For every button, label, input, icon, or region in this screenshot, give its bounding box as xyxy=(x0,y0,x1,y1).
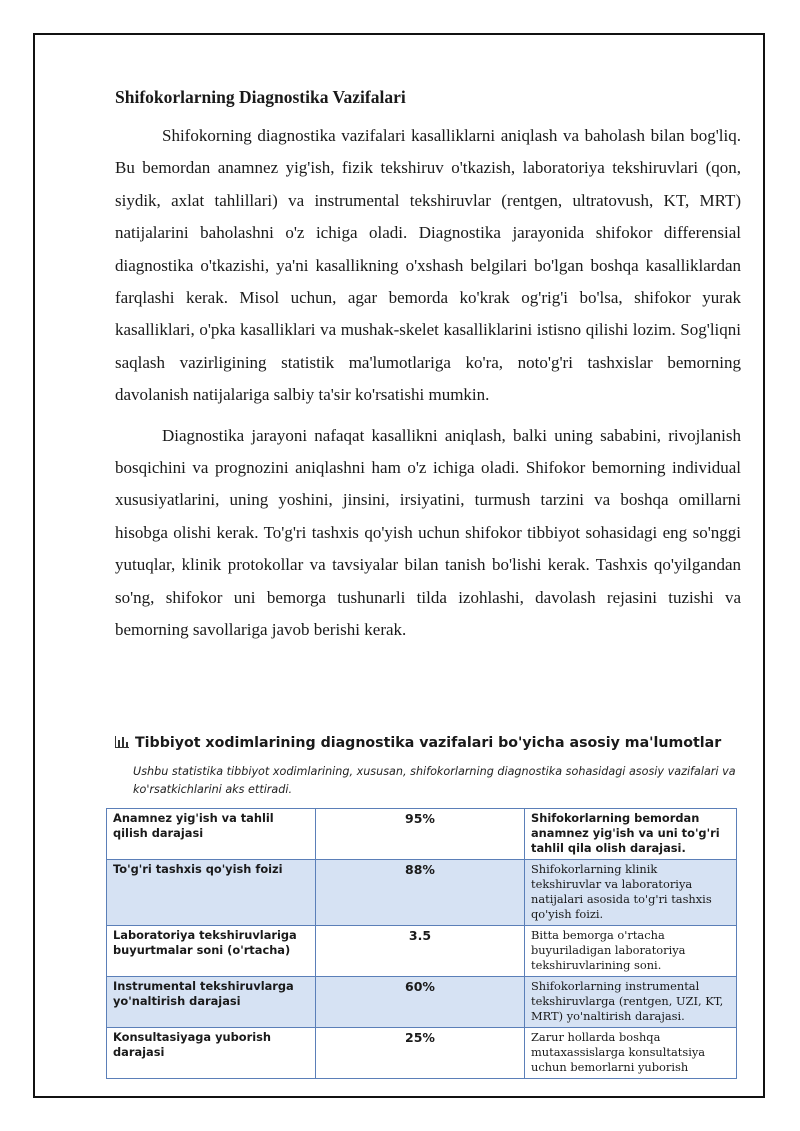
row-label: To'g'ri tashxis qo'yish foizi xyxy=(107,860,316,926)
row-description: Shifokorlarning bemordan anamnez yig'ish va uni to'g'ri tahlil qila olish darajasi. xyxy=(525,809,737,860)
table-row xyxy=(107,926,737,977)
stats-table xyxy=(106,808,737,1079)
table-row xyxy=(107,1028,737,1079)
row-description: Shifokorlarning klinik tekshiruvlar va laboratoriya natijalari asosida to'g'ri tashxis qo'yish foizi. xyxy=(525,860,737,926)
table-note: Ushbu statistika tibbiyot xodimlarining, xususan, shifokorlarning diagnostika sohasidagi asosiy vazifalari va ko'rsatkichlarini aks ettiradi. xyxy=(133,765,736,796)
row-value: 3.5 xyxy=(316,926,525,977)
row-value: 95% xyxy=(316,809,525,860)
bar-chart-icon xyxy=(115,736,129,748)
document-title: Shifokorlarning Diagnostika Vazifalari xyxy=(115,87,406,107)
row-label: Konsultasiyaga yuborish darajasi xyxy=(107,1028,316,1079)
row-label: Anamnez yig'ish va tahlil qilish darajasi xyxy=(107,809,316,860)
row-value: 25% xyxy=(316,1028,525,1079)
row-label: Instrumental tekshiruvlarga yo'naltirish darajasi xyxy=(107,977,316,1028)
table-heading-text: Tibbiyot xodimlarining diagnostika vazifalari bo'yicha asosiy ma'lumotlar xyxy=(135,735,722,751)
row-description: Shifokorlarning instrumental tekshiruvlarga (rentgen, UZI, KT, MRT) yo'naltirish darajasi. xyxy=(525,977,737,1028)
row-value: 60% xyxy=(316,977,525,1028)
row-description: Bitta bemorga o'rtacha buyuriladigan laboratoriya tekshiruvlarining soni. xyxy=(525,926,737,977)
table-row xyxy=(107,977,737,1028)
row-label: Laboratoriya tekshiruvlariga buyurtmalar soni (o'rtacha) xyxy=(107,926,316,977)
row-value: 88% xyxy=(316,860,525,926)
document-body xyxy=(115,84,741,655)
paragraph-1: Shifokorning diagnostika vazifalari kasalliklarni aniqlash va baholash bilan bog'liq. Bu bemordan anamnez yig'ish, fizik tekshiruv o'tkazish, laboratoriya tekshiruvlari (qon, siydik, axlat tahlillari) va instrumental tekshiruvlar (rentgen, ultratovush, KT, MRT) natijalarini baholashni o'z ichiga oladi. Diagnostika jarayonida shifokor differensial diagnostika o'tkazishi, ya'ni kasallikning o'xshash belgilari bo'lgan boshqa kasalliklardan farqlashi kerak. Misol uchun, agar bemorda ko'krak og'rig'i bo'lsa, shifokor yurak kasalliklari, o'pka kasalliklari va mushak-skelet kasalliklarini istisno qilishi lozim. Sog'liqni saqlash vazirligining statistik ma'lumotlariga ko'ra, noto'g'ri tashxislar bemorning davolanish natijalariga salbiy ta'sir ko'rsatishi mumkin. xyxy=(115,126,741,405)
table-row xyxy=(107,860,737,926)
table-row xyxy=(107,809,737,860)
table-heading xyxy=(115,735,755,751)
row-description: Zarur hollarda boshqa mutaxassislarga konsultatsiya uchun bemorlarni yuborish xyxy=(525,1028,737,1079)
paragraph-2: Diagnostika jarayoni nafaqat kasallikni aniqlash, balki uning sababini, rivojlanish bosqichini va prognozini aniqlashni ham o'z ichiga oladi. Shifokor bemorning individual xususiyatlarini, uning yoshini, jinsini, irsiyatini, turmush tarzini va boshqa omillarni hisobga olishi kerak. To'g'ri tashxis qo'yish uchun shifokor tibbiyot sohasidagi eng so'nggi yutuqlar, klinik protokollar va tavsiyalar bilan tanish bo'lishi kerak. Tashxis qo'yilgandan so'ng, shifokor uni bemorga tushunarli tilda izohlashi, davolash rejasini tuzishi va bemorning savollariga javob berishi kerak. xyxy=(115,425,741,640)
